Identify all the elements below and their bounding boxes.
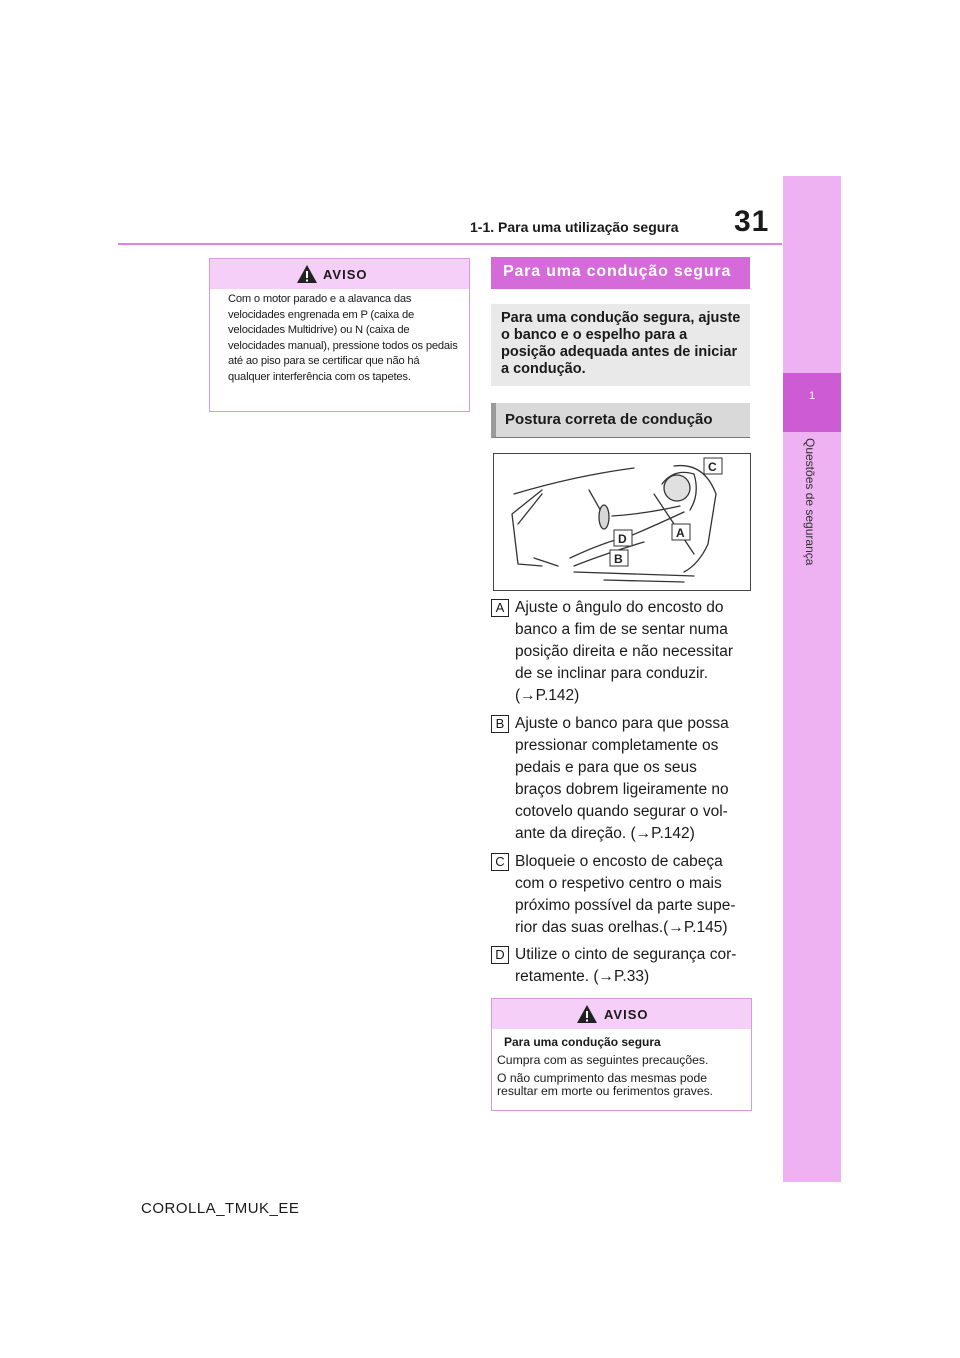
section-title-bar: [491, 257, 750, 289]
warning-title: Para uma condução segura: [504, 1035, 661, 1049]
section-header: 1-1. Para uma utilização segura: [470, 219, 679, 235]
warning-header: [210, 259, 469, 289]
item-text: Bloqueie o encosto de cabeça com o respetivo centro o mais próximo possível da parte supe-rior das suas orelhas.(→P.145): [515, 853, 736, 936]
chapter-tab-strip: [783, 176, 841, 1182]
intro-box: [491, 304, 750, 386]
driving-posture-figure: [493, 453, 751, 591]
warning-text: Com o motor parado e a alavanca das velocidades engrenada em P (caixa de velocidades Multidrive) ou N (caixa de velocidades manual), pressione todos os pedais até ao piso para se certificar que não há qualquer interferência com os tapetes.: [228, 293, 458, 383]
figure-label-b: B: [614, 552, 623, 566]
chapter-tab-number: 1: [808, 390, 816, 402]
subsection-title: Postura correta de condução: [505, 411, 713, 428]
chapter-tab-marker[interactable]: [783, 373, 841, 432]
warning-box-left: [209, 258, 470, 412]
item-text: Utilize o cinto de segurança cor-retamente. (→P.33): [515, 946, 737, 985]
item-letter: B: [491, 715, 509, 733]
warning-header: [492, 999, 751, 1029]
figure-label-c: C: [708, 460, 717, 474]
warning-label: AVISO: [323, 267, 368, 282]
item-letter: C: [491, 853, 509, 871]
warning-text: [497, 1054, 747, 1099]
page-number: 31: [734, 205, 770, 238]
intro-text: Para uma condução segura, ajuste o banco e o espelho para a posição adequada antes de iniciar a condução.: [501, 310, 741, 377]
chapter-tab-label: Questões de segurança: [803, 438, 817, 566]
section-title: Para uma condução segura: [503, 263, 732, 280]
figure-label-a: A: [676, 526, 685, 540]
item-text: Ajuste o banco para que possa pressionar completamente os pedais e para que os seus braços dobrem ligeiramente no cotovelo quando segurar o vol-ante da direção. (→P.142): [515, 715, 729, 842]
warning-line: O não cumprimento das mesmas pode resultar em morte ou ferimentos graves.: [497, 1070, 714, 1098]
warning-triangle-icon: [576, 1004, 598, 1024]
driving-posture-illustration: [494, 454, 750, 590]
warning-line: Cumpra com as seguintes precauções.: [497, 1053, 709, 1067]
subsection-bar: [491, 403, 750, 438]
warning-label: AVISO: [604, 1007, 649, 1022]
item-letter: A: [491, 599, 509, 617]
item-text: Ajuste o ângulo do encosto do banco a fim de se sentar numa posição direita e não necessitar de se inclinar para conduzir. (→P.142): [515, 599, 733, 704]
header-divider: [118, 243, 782, 245]
figure-label-d: D: [618, 532, 627, 546]
warning-box-right: [491, 998, 752, 1111]
item-letter: D: [491, 946, 509, 964]
warning-triangle-icon: [296, 264, 318, 284]
footer-code: COROLLA_TMUK_EE: [141, 1200, 300, 1217]
